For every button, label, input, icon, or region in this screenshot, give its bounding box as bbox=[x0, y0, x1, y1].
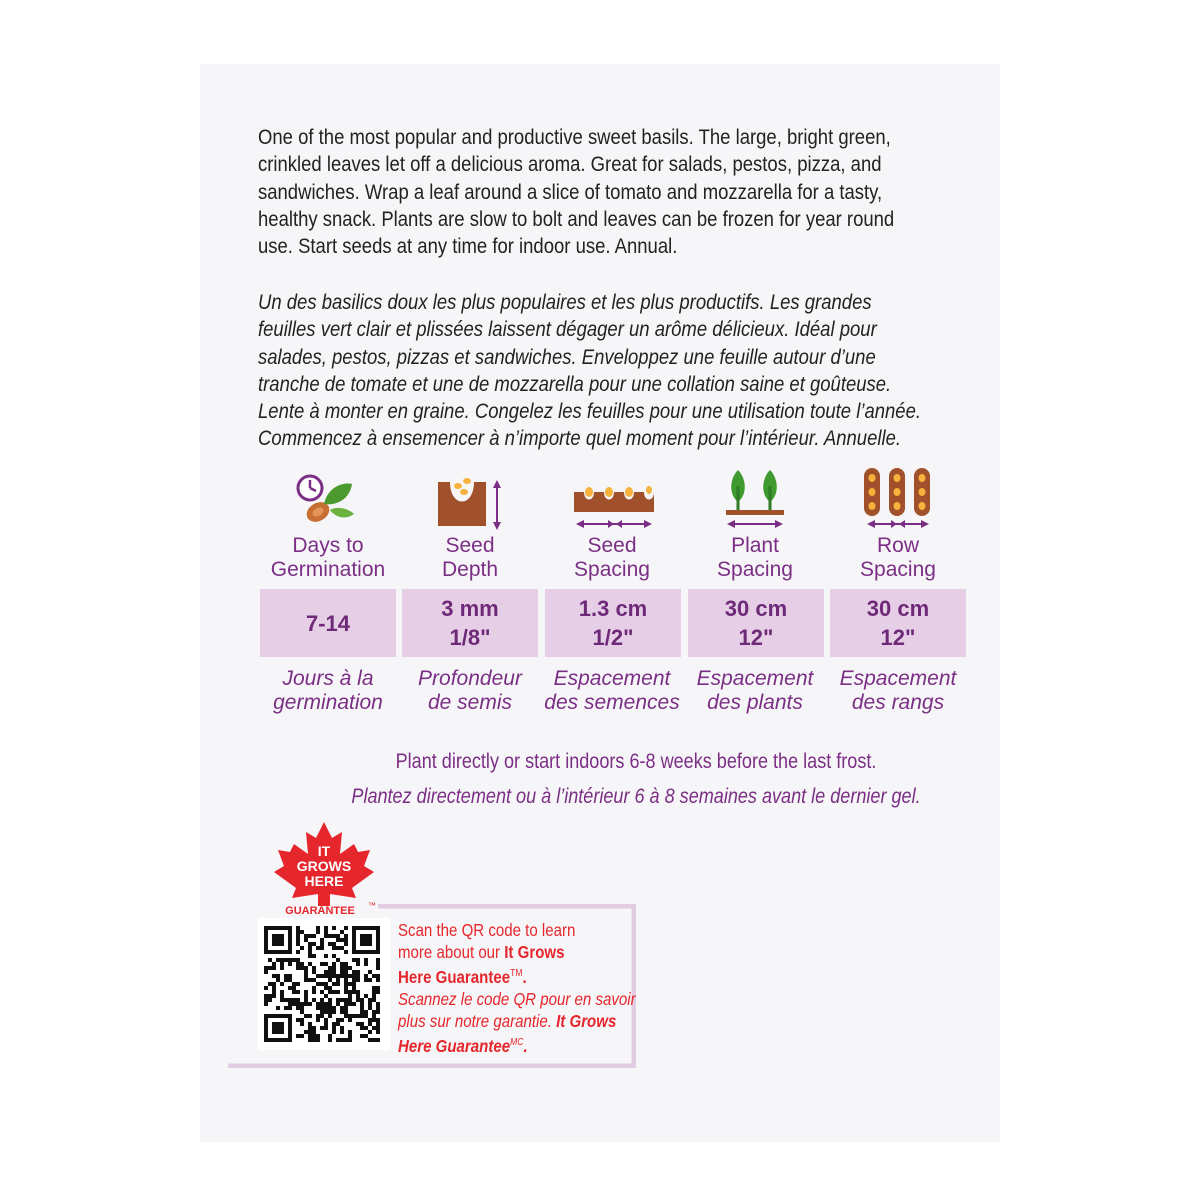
badge-line1: IT bbox=[317, 843, 331, 859]
qr-description bbox=[398, 920, 634, 1058]
label-fr-germination: Jours à la germination bbox=[273, 667, 383, 714]
row-spacing-icon bbox=[862, 466, 934, 530]
description-en: One of the most popular and productive sweet basils. The large, bright green, crinkled leaves let off a delicious aroma. Great for salads, pestos, pizza, and sandwiches. Wrap a leaf around a slice of tomato and mozzarella for a tasty, healthy snack. Plants are slow to bolt and leaves can be frozen for year round use. Start seeds at any time for indoor use. Annual. bbox=[258, 125, 895, 259]
qr-text-en-1: Scan the QR code to learn bbox=[398, 920, 576, 940]
label-en-seed-depth: Seed Depth bbox=[441, 534, 499, 581]
value-plant-spacing: 30 cm 12" bbox=[688, 589, 824, 657]
value-germination: 7-14 bbox=[260, 589, 396, 657]
label-fr-plant-spacing: Espacement des plants bbox=[696, 667, 814, 714]
seed-spacing-icon bbox=[572, 484, 656, 530]
label-en-seed-spacing: Seed Spacing bbox=[574, 534, 650, 581]
label-en-row-spacing: Row Spacing bbox=[860, 534, 936, 581]
instructions-fr: Plantez directement ou à l’intérieur 6 à 8 semaines avant le dernier gel. bbox=[351, 785, 921, 808]
qr-text-en-3: Here Guarantee™. bbox=[398, 967, 527, 988]
value-seed-depth: 3 mm 1/8" bbox=[402, 589, 538, 657]
badge-tm: ™ bbox=[368, 901, 376, 910]
label-fr-seed-spacing: Espacement des semences bbox=[544, 667, 680, 714]
label-fr-seed-depth: Profondeur de semis bbox=[418, 667, 522, 714]
germination-clock-icon bbox=[294, 474, 358, 524]
label-en-germination: Days to Germination bbox=[270, 534, 386, 581]
badge-line2: GROWS bbox=[296, 858, 352, 874]
value-seed-spacing: 1.3 cm 1/2" bbox=[545, 589, 681, 657]
description-fr: Un des basilics doux les plus populaires et les plus productifs. Les grandes feuilles vert clair et plissées laissent dégager un arôme délicieux. Idéal pour salades, pestos, pizzas et sandwiches. Enveloppez une feuille autour d’une tranche de tomate et une de mozzarella pour une collation saine et goûteuse. Lente à monter en graine. Congelez les feuilles pour une utilisation toute l’année. Commencez à ensemencer à n’importe quel moment pour l’intérieur. Annuelle. bbox=[258, 290, 922, 451]
qr-text-fr-3: Here Guarantee$^{MC}$. bbox=[398, 1036, 528, 1057]
plant-spacing-icon bbox=[724, 468, 786, 530]
qr-text-en-2: more about our It Grows bbox=[398, 941, 565, 962]
instructions-en: Plant directly or start indoors 6-8 weeks before the last frost. bbox=[395, 750, 877, 773]
qr-text-fr-1: Scannez le code QR pour en savoir bbox=[398, 988, 636, 1009]
badge-line3: HERE bbox=[304, 873, 344, 889]
value-row-spacing: 30 cm 12" bbox=[830, 589, 966, 657]
seed-depth-icon bbox=[436, 478, 504, 530]
qr-text-fr-2: plus sur notre garantie. It Grows bbox=[398, 1010, 617, 1031]
label-en-plant-spacing: Plant Spacing bbox=[717, 534, 793, 581]
badge-guarantee: GUARANTEE bbox=[285, 905, 355, 917]
qr-code[interactable] bbox=[264, 926, 380, 1042]
label-fr-row-spacing: Espacement des rangs bbox=[839, 667, 957, 714]
